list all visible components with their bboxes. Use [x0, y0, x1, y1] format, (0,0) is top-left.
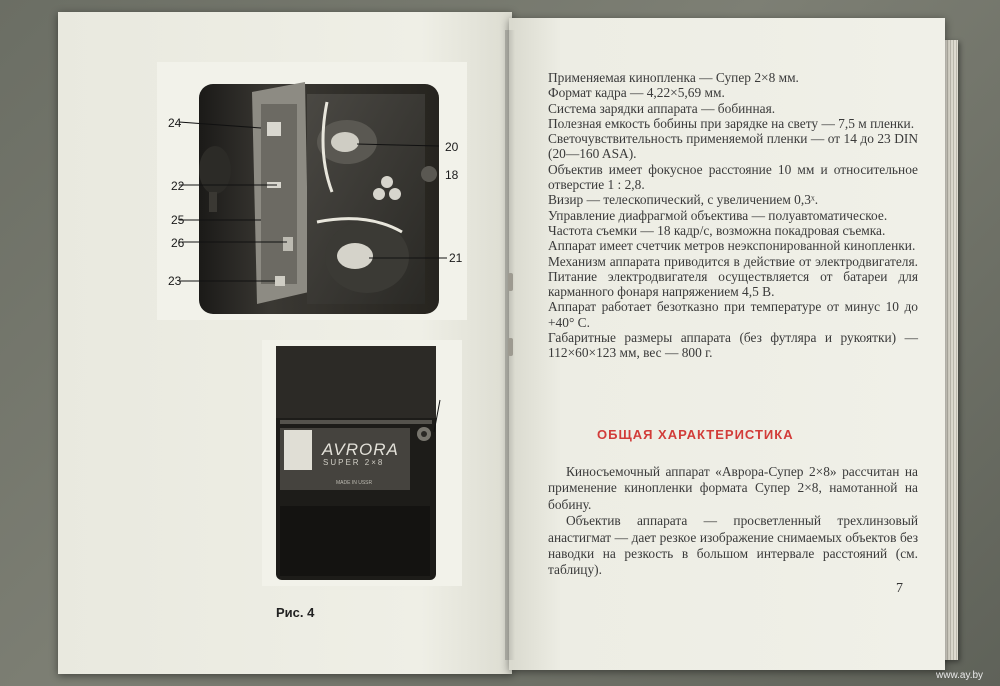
spec-item: Светочувствительность применяемой пленки — от 14 до 23 DIN (20—160 ASA). [548, 131, 918, 162]
camera-model-label: SUPER 2×8 [323, 458, 385, 467]
site-watermark: www.ay.by [936, 670, 984, 681]
binding-staple-top [508, 273, 513, 291]
callout-18: 18 [445, 168, 459, 182]
paragraph: Киносъемочный аппарат «Аврора-Супер 2×8» рассчитан на применение кинопленки формата Супер 2×8, намотанной на бобину. [548, 464, 918, 512]
spec-item: Аппарат работает безотказно при температуре от минус 10 до +40° С. [548, 299, 918, 330]
camera-made-label: MADE IN USSR [336, 480, 373, 486]
callout-22: 22 [171, 179, 185, 193]
spec-item: Формат кадра — 4,22×5,69 мм. [548, 85, 725, 101]
section-heading: ОБЩАЯ ХАРАКТЕРИСТИКА [597, 427, 794, 442]
spec-item: Частота съемки — 18 кадр/с, возможна покадровая съемка. [548, 222, 886, 238]
binding-staple-bottom [508, 338, 513, 356]
callout-24: 24 [168, 116, 182, 130]
general-description [548, 464, 918, 579]
camera-logo: AVRORA [322, 440, 399, 459]
spec-item: Полезная емкость бобины при зарядке на свету — 7,5 м пленки. [548, 115, 915, 131]
specifications-list [548, 70, 918, 361]
paragraph: Объектив аппарата — просветленный трехлинзовый анастигмат — дает резкое изображение снимаемых объектов без наводки на резкость в большом интервале расстояний (см. таблицу). [548, 513, 918, 578]
spec-item: Система зарядки аппарата — бобинная. [548, 100, 776, 116]
spec-item: Габаритные размеры аппарата (без футляра и рукоятки) — 112×60×123 мм, вес — 800 г. [548, 330, 918, 361]
spec-item: Механизм аппарата приводится в действие от электродвигателя. Питание электродвигателя осуществляется от батареи для карманного фонаря напряжением 4,5 В. [548, 253, 918, 300]
callout-20: 20 [445, 140, 459, 154]
spec-item: Аппарат имеет счетчик метров неэкспонированной кинопленки. [548, 238, 916, 254]
spec-item: Применяемая кинопленка — Супер 2×8 мм. [548, 70, 799, 85]
camera-open-illustration [157, 62, 467, 320]
callout-23: 23 [168, 274, 182, 288]
camera-open-photo [157, 62, 467, 320]
page-number: 7 [896, 581, 903, 596]
spec-item: Визир — телескопический, с увеличением 0,3ˣ. [548, 192, 819, 208]
spec-item: Объектив имеет фокусное расстояние 10 мм и относительное отверстие 1 : 2,8. [548, 161, 918, 193]
callout-26: 26 [171, 236, 185, 250]
figure-caption: Рис. 4 [276, 605, 315, 620]
spec-item: Управление диафрагмой объектива — полуавтоматическое. [548, 207, 888, 223]
callout-25: 25 [171, 213, 185, 227]
callout-21: 21 [449, 251, 463, 265]
